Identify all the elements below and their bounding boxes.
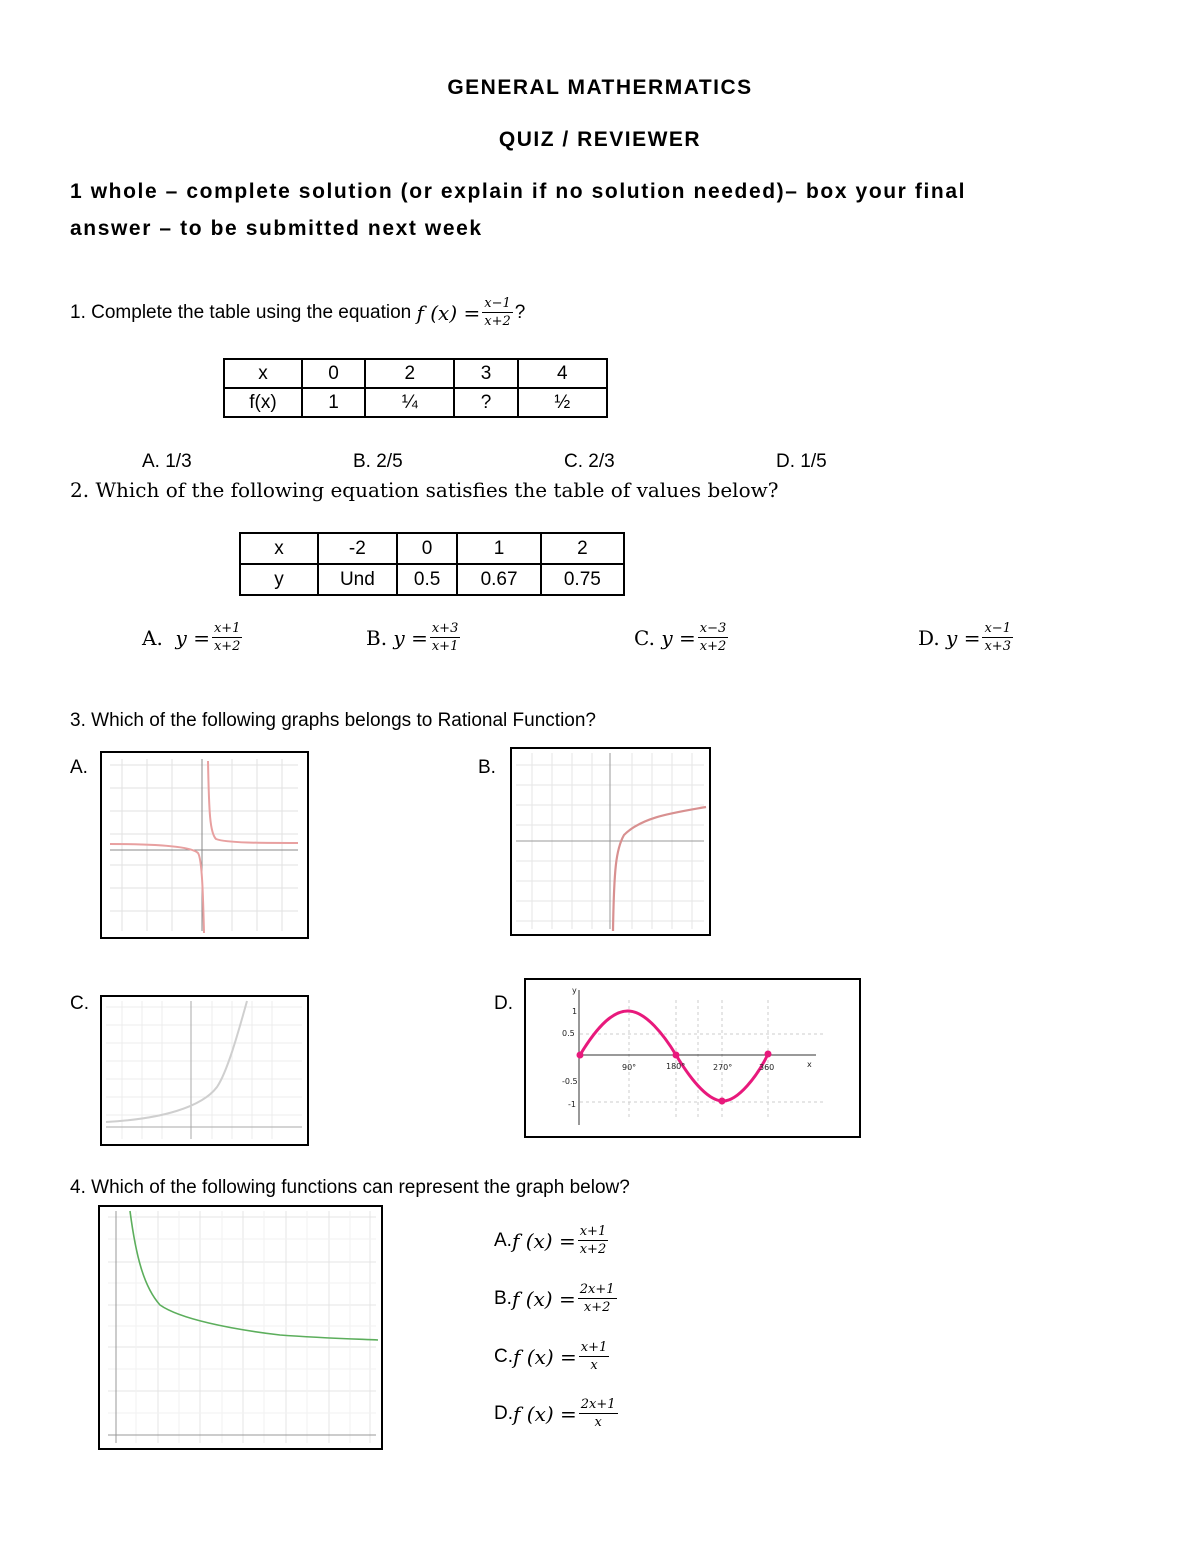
frac-den: x+1 [431, 639, 459, 654]
frac-den: x+2 [699, 639, 727, 654]
table-cell: 0.5 [397, 564, 458, 595]
frac-num: x+1 [580, 1340, 608, 1355]
instructions-line-2: answer – to be submitted next week [70, 217, 483, 240]
table-cell: Und [318, 564, 397, 595]
graph-d-xtick: 360 [759, 1063, 775, 1072]
question-2 [70, 478, 778, 502]
frac-num: x+1 [213, 621, 241, 636]
table-cell: ? [454, 388, 517, 417]
table-cell: 0.67 [457, 564, 540, 595]
choice-letter: C. [494, 1345, 513, 1367]
table-cell: 4 [518, 359, 608, 388]
choice-letter: D. [494, 1402, 513, 1424]
q4-number: 4. [70, 1177, 86, 1198]
frac-num: x−3 [699, 621, 727, 636]
q1-choice-d[interactable]: D. 1/5 [776, 451, 827, 472]
point-mid [673, 1052, 680, 1059]
q2-choice-c[interactable] [634, 621, 730, 654]
table-cell: f(x) [224, 388, 302, 417]
graph-b[interactable] [510, 747, 711, 936]
choice-letter: B. [366, 625, 388, 650]
frac-num: 2x+1 [579, 1282, 615, 1297]
q2-choice-a[interactable] [142, 621, 244, 654]
choice-lhs: f (x) = [513, 1401, 577, 1426]
choice-lhs: y = [393, 625, 428, 650]
table-cell: -2 [318, 533, 397, 564]
q3-label-a: A. [70, 757, 88, 778]
table-row [224, 359, 607, 388]
q3-text: Which of the following graphs belongs to Rational Function? [91, 710, 596, 731]
q3-label-d: D. [494, 993, 513, 1014]
q1-text: Complete the table using the equation [91, 301, 412, 323]
q4-choice-d[interactable] [494, 1397, 620, 1430]
table-cell: x [240, 533, 318, 564]
graph-c-svg [102, 997, 306, 1143]
frac-den: x [594, 1415, 602, 1430]
frac-den: x+2 [579, 1242, 607, 1257]
point-start [577, 1052, 584, 1059]
frac-den: x+2 [213, 639, 241, 654]
choice-lhs: f (x) = [511, 1228, 576, 1253]
choice-lhs: f (x) = [513, 1344, 577, 1369]
table-cell: x [224, 359, 302, 388]
q1-choice-b[interactable]: B. 2/5 [353, 451, 403, 472]
question-1 [70, 296, 525, 329]
question-4 [70, 1177, 630, 1199]
table-cell: 0.75 [541, 564, 624, 595]
q2-text: Which of the following equation satisfies the table of values below? [95, 478, 779, 502]
q2-number: 2. [70, 478, 90, 502]
frac-den: x [590, 1358, 598, 1373]
frac-num: 2x+1 [580, 1397, 616, 1412]
table-row [240, 533, 624, 564]
choice-lhs: f (x) = [511, 1286, 576, 1311]
point-end [765, 1051, 772, 1058]
q2-choice-d[interactable] [918, 621, 1015, 654]
graph-d-ytick: 1 [572, 1007, 578, 1016]
q3-label-b: B. [478, 757, 496, 778]
q2-choice-b[interactable] [366, 621, 462, 654]
choice-letter: B. [494, 1287, 512, 1309]
table-cell: 2 [541, 533, 624, 564]
q4-choice-a[interactable] [494, 1224, 610, 1257]
q2-table [239, 532, 625, 596]
q1-frac-den: x+2 [484, 314, 511, 329]
q3-label-c: C. [70, 993, 89, 1014]
page-subtitle: QUIZ / REVIEWER [498, 128, 702, 151]
choice-lhs: y = [175, 625, 210, 650]
q1-fraction [482, 296, 513, 329]
choice-letter: A. [494, 1229, 512, 1251]
q1-table [223, 358, 608, 418]
graph-d[interactable] [524, 978, 861, 1138]
graph-b-svg [512, 749, 708, 933]
table-cell: y [240, 564, 318, 595]
table-row [240, 564, 624, 595]
q4-graph [98, 1205, 383, 1450]
table-cell: 2 [365, 359, 454, 388]
graph-d-ytick: 0.5 [562, 1029, 575, 1038]
q4-choice-c[interactable] [494, 1340, 611, 1373]
curve-right [208, 761, 298, 843]
graph-c[interactable] [100, 995, 309, 1146]
q4-graph-svg [100, 1207, 380, 1447]
table-cell: 1 [457, 533, 540, 564]
q4-choice-b[interactable] [494, 1282, 619, 1315]
table-cell: 0 [302, 359, 365, 388]
graph-d-xtick: 90° [622, 1063, 637, 1072]
choice-letter: A. [142, 625, 163, 650]
instructions [70, 173, 1150, 247]
q1-number: 1. [70, 301, 86, 323]
q1-func: f (x) = [416, 300, 481, 325]
table-row [224, 388, 607, 417]
q4-text: Which of the following functions can represent the graph below? [91, 1177, 630, 1198]
table-cell: 3 [454, 359, 517, 388]
table-cell: ½ [518, 388, 608, 417]
table-cell: ¼ [365, 388, 454, 417]
frac-num: x+3 [431, 621, 459, 636]
graph-d-xtick: 180° [666, 1062, 686, 1071]
choice-letter: C. [634, 625, 655, 650]
q3-number: 3. [70, 710, 86, 731]
table-cell: 1 [302, 388, 365, 417]
graph-d-ytick: -1 [568, 1100, 576, 1109]
page-title: GENERAL MATHERMATICS [447, 76, 753, 99]
q1-choice-c[interactable]: C. 2/3 [564, 451, 615, 472]
frac-num: x+1 [579, 1224, 607, 1239]
point-min [719, 1098, 726, 1105]
q1-qmark: ? [514, 301, 526, 323]
graph-d-x-label: x [807, 1060, 812, 1069]
graph-d-xtick: 270° [713, 1063, 733, 1072]
q1-choice-a[interactable]: A. 1/3 [142, 451, 192, 472]
graph-a[interactable] [100, 751, 309, 939]
choice-letter: D. [918, 625, 940, 650]
graph-d-svg [526, 980, 858, 1135]
frac-den: x+3 [984, 639, 1011, 654]
graph-d-y-label: y [572, 986, 577, 995]
table-cell: 0 [397, 533, 458, 564]
choice-lhs: y = [661, 625, 696, 650]
choice-lhs: y = [946, 625, 981, 650]
instructions-line-1: 1 whole – complete solution (or explain if no solution needed)– box your final [70, 180, 967, 203]
graph-a-svg [102, 753, 306, 936]
frac-den: x+2 [583, 1300, 611, 1315]
q4-curve [130, 1211, 378, 1340]
graph-d-ytick: -0.5 [562, 1077, 578, 1086]
question-3 [70, 710, 596, 732]
q1-frac-num: x−1 [484, 296, 511, 311]
frac-num: x−1 [984, 621, 1011, 636]
